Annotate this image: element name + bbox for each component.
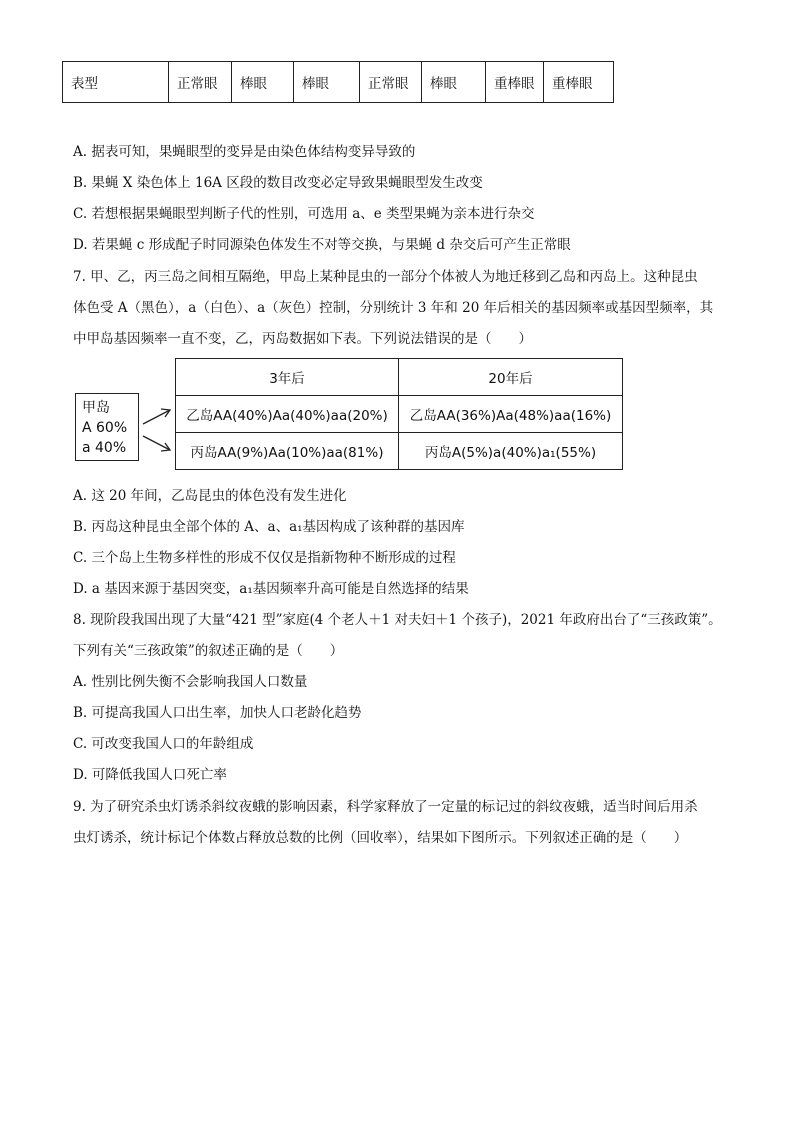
q7-option-a: A. 这 20 年间，乙岛昆虫的体色没有发生进化 xyxy=(73,488,347,504)
q6-option-d: D. 若果蝇 c 形成配子时同源染色体发生不对等交换，与果蝇 d 杂交后可产生正常眼 xyxy=(73,237,571,253)
phenotype-table xyxy=(62,61,614,103)
table-cell: 正常眼 xyxy=(169,62,232,103)
q7-option-d: D. a 基因来源于基因突变，a₁基因频率升高可能是自然选择的结果 xyxy=(73,581,469,597)
q8-stem-line: 8. 现阶段我国出现了大量“421 型”家庭(4 个老人＋1 对夫妇＋1 个孩子)，2021 年政府出台了“三孩政策”。 xyxy=(73,612,722,628)
table-cell: 棒眼 xyxy=(294,62,360,103)
island-jia-box xyxy=(75,393,139,461)
gene-frequency-table xyxy=(175,358,623,470)
arrow-to-yi xyxy=(143,410,170,424)
table-cell: 正常眼 xyxy=(360,62,422,103)
table-row xyxy=(63,62,614,103)
q6-option-a: A. 据表可知，果蝇眼型的变异是由染色体结构变异导致的 xyxy=(73,144,416,160)
q7-stem-line: 中甲岛基因频率一直不变，乙，丙岛数据如下表。下列说法错误的是（ ） xyxy=(73,331,532,347)
q8-option-b: B. 可提高我国人口出生率，加快人口老龄化趋势 xyxy=(73,705,362,721)
q7-option-b: B. 丙岛这种昆虫全部个体的 A、a、a₁基因构成了该种群的基因库 xyxy=(73,519,465,535)
q7-stem-line: 体色受 A（黑色），a（白色）、a（灰色）控制，分别统计 3 年和 20 年后相关的基因频率或基因型频率，其 xyxy=(73,300,714,316)
q6-option-b: B. 果蝇 X 染色体上 16A 区段的数目改变必定导致果蝇眼型发生改变 xyxy=(73,175,483,191)
table-header-3yr: 3年后 xyxy=(176,359,399,396)
table-header-row xyxy=(176,359,623,396)
island-jia-freq-a-dominant: A 60% xyxy=(82,420,128,436)
q9-stem-line: 虫灯诱杀，统计标记个体数占释放总数的比例（回收率），结果如下图所示。下列叙述正确的是（ ） xyxy=(73,830,688,846)
arrow-to-bing xyxy=(143,436,170,450)
q7-stem-line: 7. 甲、乙，丙三岛之间相互隔绝，甲岛上某种昆虫的一部分个体被人为地迁移到乙岛和丙岛上。这种昆虫 xyxy=(73,269,698,285)
island-jia-freq-a-recessive: a 40% xyxy=(82,440,127,456)
table-cell: 乙岛AA(36%)Aa(48%)aa(16%) xyxy=(399,396,623,433)
q7-option-c: C. 三个岛上生物多样性的形成不仅仅是指新物种不断形成的过程 xyxy=(73,550,456,566)
q8-option-c: C. 可改变我国人口的年龄组成 xyxy=(73,736,254,752)
table-cell: 丙岛A(5%)a(40%)a₁(55%) xyxy=(399,433,623,470)
q6-option-c: C. 若想根据果蝇眼型判断子代的性别，可选用 a、e 类型果蝇为亲本进行杂交 xyxy=(73,206,535,222)
q8-option-d: D. 可降低我国人口死亡率 xyxy=(73,767,227,783)
q9-stem-line: 9. 为了研究杀虫灯诱杀斜纹夜蛾的影响因素，科学家释放了一定量的标记过的斜纹夜蛾，适当时间后用杀 xyxy=(73,799,698,815)
table-cell: 重棒眼 xyxy=(486,62,544,103)
table-cell: 棒眼 xyxy=(232,62,294,103)
table-cell: 表型 xyxy=(63,62,169,103)
table-cell: 乙岛AA(40%)Aa(40%)aa(20%) xyxy=(176,396,399,433)
q8-option-a: A. 性别比例失衡不会影响我国人口数量 xyxy=(73,674,308,690)
island-jia-label: 甲岛 xyxy=(82,400,110,416)
table-header-20yr: 20年后 xyxy=(399,359,623,396)
table-cell: 重棒眼 xyxy=(544,62,614,103)
table-row xyxy=(176,433,623,470)
table-cell: 丙岛AA(9%)Aa(10%)aa(81%) xyxy=(176,433,399,470)
q8-stem-line: 下列有关“三孩政策”的叙述正确的是（ ） xyxy=(73,643,344,659)
migration-arrows xyxy=(139,400,179,460)
table-cell: 棒眼 xyxy=(422,62,486,103)
table-row xyxy=(176,396,623,433)
